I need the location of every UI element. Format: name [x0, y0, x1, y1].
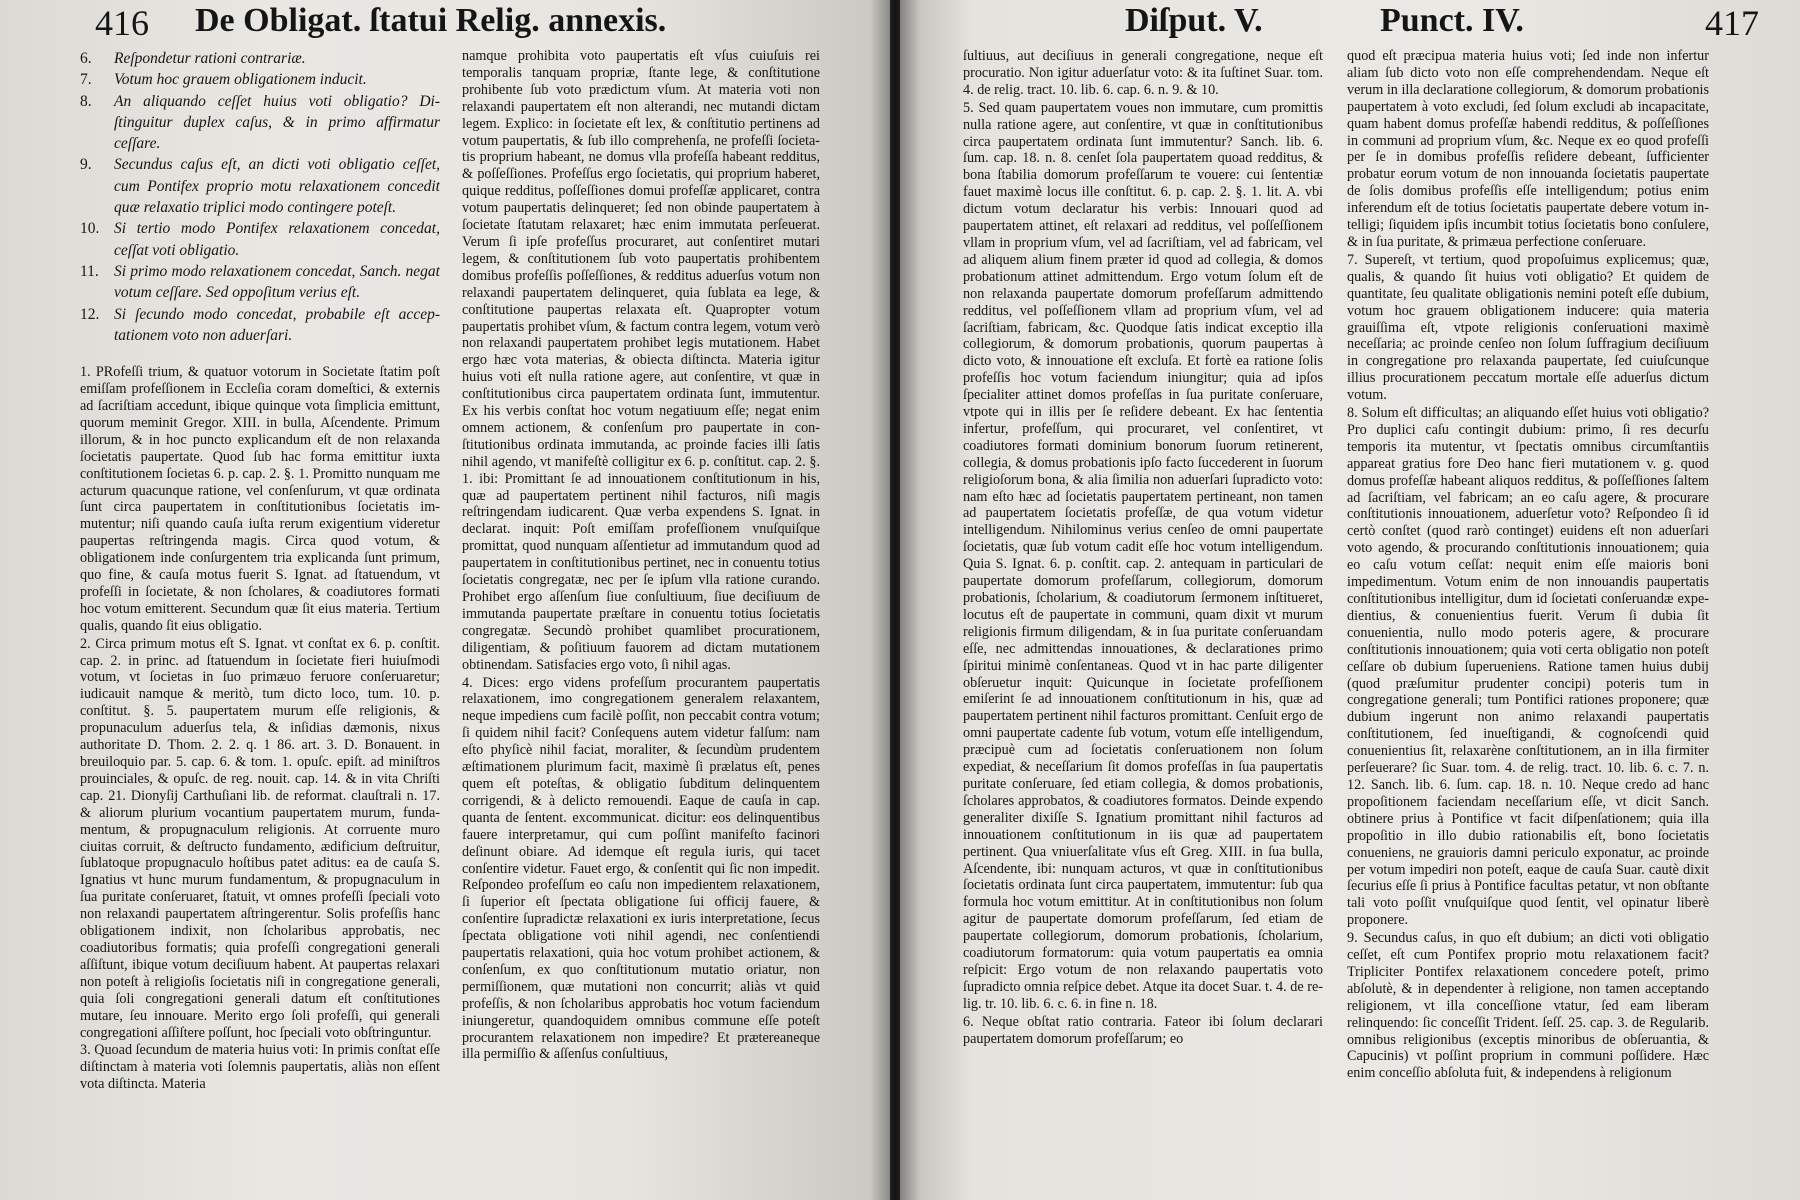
left-page: [0, 0, 890, 1200]
summary-item-text: Secundus caſus eſt, an dicti voti obligatio ceſſet, cum Pontifex proprio motu relaxationem concedit quæ relaxatio triplici modo contingere poteſt.: [114, 156, 440, 217]
summary-item-number: 9.: [80, 156, 92, 174]
summary-item: [80, 218, 440, 261]
right-column-2: [1347, 48, 1709, 1173]
summary-item: [80, 154, 440, 218]
body-paragraph: 4. Dices: ergo videns profeſſum procurantem paupertatis relaxationem, imo congregationem generalem relaxantem, neque impediens cum facilè poſſit, non peccabit contra votum; ſi quidem nihil facit? Conſequens autem videtur falſum: nam eſto phyſicè nihil faciat, moraliter, & ſecundùm prudentem æſtimationem plurimum facit, maximè ſi prælatus eſt, penes quem eſt poteſtas, & obligatio ſubditum delinquentem corrigendi, & à delicto remouendi. Eaque de cauſa in cap. quanta de ſentent. excommunicat. dicitur: eos delinquentibus fauere interpretamur, qui cum poſſint manifeſto facinori deſinunt obiare. Ad idemque eſt regula iuris, qui tacet conſentire videtur. Fauet ergo, & conſentit qui ſic non impedit. Reſpondeo profeſſum eo caſu non impedientem relaxationem, ſi ſuperior eſt ſpectata obligatione ſui officij fauere, & conſentire ſupradictæ relaxationi ex iuris interpretatione, ſecus ſpectata obligatione voti nihil agendi, nec conſentiendi paupertatis relaxationi, quia hoc votum prohibet actionem, & conſenſum, ex quo conſtitutionum mutatio oriatur, non permiſſionem, quæ mutationi non concurrit; aliàs vt quid profeſſis, & non ſcholaribus approbatis hoc votum faciendum iniungeretur, quandoquidem omnibus commune eſſe poteſt procurantem relaxationem non impedire? Et prætereaneque illa permiſſio & aſſenſus conſultiuus,: [462, 674, 820, 1063]
page-number-left: 416: [95, 3, 149, 43]
summary-item-number: 12.: [80, 305, 100, 323]
summary-item-text: Reſpondetur rationi contrariæ.: [114, 50, 306, 67]
summary-item-text: Votum hoc grauem obligationem inducit.: [114, 71, 367, 89]
summary-item-number: 10.: [80, 220, 100, 238]
body-paragraph: quod eſt præcipua materia huius voti; ſed inde non infertur aliam ſub dicto voto non eſſe comprehendendam. Neque eſt verum in illa declaratione collegiorum, & domorum probationis paupertatem à voto excludi, ſed ſolum excludi ab incapacitate, quam habent domus profeſſæ habendi redditus, & poſſeſſiones in communi ad proprium vſum, &c. Neque ex eo quod profeſſi per ſe in domibus profeſſis reſidere debeant, ſufficienter probatur eorum votum de non innouanda ſocietatis paupertate de ſolis domibus profeſſis eſſe intelligendum; potius enim inferendum eſt de totius ſocietatis paupertate debere votum intelligi; ſiquidem ipſis incumbit totius ſocietatis bono conſulere, & in ſua puritate, & primæua perfectione conſeruare.: [1347, 48, 1709, 250]
summary-list: [80, 48, 440, 346]
running-head-right-punct: Punct. IV.: [1380, 2, 1524, 39]
body-paragraph: 9. Secundus caſus, in quo eſt dubium; an dicti voti obligatio ceſſet, eſt cum Pontifex proprio motu relaxationem facit? Tripliciter Pontifex relaxationem concedere poteſt, primo abſolutè, & in dependenter à religione, non tamen acceptando religionem, vt illa conceſſione vtatur, ſed eam liberam relinquendo: ſic conceſſit Trident. ſeſſ. 25. cap. 3. de Regularib. omnibus religionibus (exceptis minoribus de obſeruantia, & Capucinis) vt poſſint proprium in communi poſſidere. Hæc enim conceſſio abſoluta fuit, & independens à religionum: [1347, 930, 1709, 1082]
right-col1-body: [963, 48, 1323, 1047]
body-paragraph: 6. Neque obſtat ratio contraria. Fateor ibi ſolum declarari paupertatem domorum profeſſarum; eo: [963, 1013, 1323, 1047]
summary-item-text: Si tertio modo Pontifex relaxationem concedat, ceſſat voti obligatio.: [114, 220, 440, 259]
summary-item-number: 7.: [80, 71, 92, 89]
summary-item: [80, 91, 440, 155]
page-number-right: 417: [1705, 3, 1759, 43]
body-paragraph: 1. PRofeſſi trium, & quatuor votorum in Societate ſtatim poſt emiſſam profeſſionem in Eccleſia coram domeſtici, & externis ad ſacriſtiam accedunt, ibique quinque vota ſimplicia emittunt, quorum meminit Gregor. XIII. in bulla, Aſcendente. Primum illorum, & in hoc puncto explicandum eſt de non relaxanda ſocietatis paupertate. Quod ſub hac forma emittitur iuxta conſtitutionem ſocietas 6. p. cap. 2. §. 1. Promitto nunquam me acturum quacunque ratione, vel conſenſurum, vt quæ ordinata ſunt circa paupertatem in conſtitutionibus ſocietatis immutentur; niſi quando cauſa iuſta rerum exigentium videretur paupertas reſtringenda magis. Circa quod votum, & obligationem inde conſurgentem tria explicanda ſunt primum, quo fine, & cauſa motus fuerit S. Ignat. ad ſtatuendum, vt profeſſi in ſocietate, & non ſcholares, & coadiutores formati hoc votum emitterent. Secundum quæ ſit eius materia. Tertium qualis, quando ſit eius obligatio.: [80, 364, 440, 634]
right-column-1: [963, 48, 1323, 1163]
left-column-2: [462, 48, 820, 1193]
summary-item: [80, 69, 440, 90]
summary-item: [80, 304, 440, 347]
left-column-1: [80, 48, 440, 1188]
running-head-right-disput: Diſput. V.: [1125, 2, 1263, 39]
summary-item: [80, 48, 440, 69]
body-paragraph: 7. Supereſt, vt tertium, quod propoſuimus explicemus; quæ, qualis, & quando ſit huius voti obligatio? Et quidem de quantitate, ſeu qualitate obligationis nemini poteſt eſſe dubium, votum hoc grauem obligationem inducere: quia materia grauiſſima eſt, vtpote religionis conſeruationi maximè neceſſaria; ac proinde cenſeo non ſolum ſuffragium deciſiuum in congregatione pro relaxanda paupertate, ſed cuiuſcunque illius procurationem peccatum mortale eſſe aduerſus dictum votum.: [1347, 251, 1709, 404]
left-col2-body: [462, 48, 820, 1063]
body-paragraph: ſultiuus, aut deciſiuus in generali congregatione, neque eſt procuratio. Non igitur aduerſatur voto: & ita ſuſtinet Suar. tom. 4. de relig. tract. 10. lib. 6. cap. 6. n. 9. & 10.: [963, 48, 1323, 98]
summary-item-number: 6.: [80, 50, 92, 67]
right-col2-body: [1347, 48, 1709, 1082]
book-gutter-shadow: [870, 0, 920, 1200]
body-paragraph: 2. Circa primum motus eſt S. Ignat. vt conſtat ex 6. p. conſtit. cap. 2. in princ. ad ſtatuendum in ſocietate fieri huiuſmodi votum, vt ſocietas in ſuo primæuo feruore conſeruaretur; iudicauit namque & meritò, tum dicto loco, tum. 10. p. conſtitut. §. 5. paupertatem murum eſſe religionis, & propunaculum aduerſus tela, & inſidias dæmonis, nixus authoritate D. Thom. 2. 2. q. 1 86. art. 3. D. Bonauent. in breuiloquio par. 5. cap. 6. & tom. 1. opuſc. epiſt. ad miniſtros prouinciales, & opuſc. de reg. nouit. cap. 14. & in vita Chriſti cap. 21. Dionyſij Carthuſiani lib. de reformat. clauſtrali n. 17. & aliorum plurium vocantium paupertatem murum, fundamentum, & propugnaculum religionis. At corruente muro ciuitas corruit, & deſtructo fundamento, ædificium deſtruitur, ſublatoque propugnaculo hoſtibus patet aditus: ea de cauſa S. Ignatius vt hunc murum fundamentum, & propugnaculum in ſua puritate conſeruaret, ſtatuit, vt omnes profeſſi ſpeciali voto non relaxandi paupertatem aſtringerentur. Solis profeſſis hanc obligationem indixit, non ſcholaribus approbatis, nec coadiutoribus formatis; quia profeſſi congregationi generali aſſiſtunt, ibique votum deciſiuum habent. At paupertas relaxari non poteſt à religioſis ſocietatis niſi in congregatione generali, quia ſoli congregationi generali datum eſt conſtitutiones mutare, ſeu innouare. Merito ergo ſoli profeſſi, qui generali congregationi aſſiſtere poſſunt, hoc ſpeciali voto obſtringuntur.: [80, 635, 440, 1041]
summary-item: [80, 261, 440, 304]
body-paragraph: 8. Solum eſt difficultas; an aliquando eſſet huius voti obligatio? Pro duplici caſu contingit dubium: primo, ſi res decurſu temporis ita mutentur, vt ſpectatis omnibus circumſtantiis appareat gratius fore Deo hanc fieri mutationem v. g. quod domus profeſſæ habeant aliquos redditus, & poſſeſſiones ſaltem ad ſacriſtiam, vel fabricam; an eo caſu agere, & procurare conſtitutionis innouationem, aduerſetur voto? Reſpondeo ſi id certò conſtet (quod rarò continget) euidens eſt non aduerſari voto agendo, & procurando conſtitutionis innouationem; quia eo caſu votum ceſſat: nequit enim eſſe maioris boni impedimentum. Votum enim de non innouandis paupertatis conſtitutionibus intelligitur, dum id ſocietati conſeruandæ expedientius, & conuenientius fuerit. Verum ſi dubia ſit conuenientia, nullo modo poteris agere, & procurare conſtitutionis innouationem; quia voti certa obligatio non poteſt ceſſare ob dubium ſuperueniens. Ratione tamen huius dubij (quod præſumitur prudenter concipi) poteris tum in congregatione generali; tum Pontifici rationes proponere; quæ dubium ingerunt non animo relaxandi paupertatis conſtitutionem, ſed inueſtigandi, & cognoſcendi quid conuenientius ſit, relaxarène conſtitutionem, an in illa firmiter perſeuerare? ſic Suar. tom. 4. de relig. tract. 10. lib. 6. c. 7. n. 12. Sanch. lib. 6. ſum. cap. 18. n. 10. Neque credo ad hanc propoſitionem faciendam neceſſarium eſſe, vt dicit Sanch. obtinere prius à Pontifice vt facit diſpenſationem; quia illa propoſitio in illo dubio rationabilis eſt, bono ſocietatis conueniens, ne grauioris damni periculo exponatur, ac proinde per votum impediri non poteſt, eaque de cauſa Suar. cautè dixit ſecurius eſſe ſi prius à Pontifice facultas petatur, vt non obſtante tali voto poſſit vnuſquiſque quod ſentit, vel opinatur liberè proponere.: [1347, 405, 1709, 929]
running-head-left: De Obligat. ſtatui Relig. annexis.: [195, 2, 667, 39]
summary-item-text: An aliquando ceſſet huius voti obligatio? Diſtinguitur duplex caſus, & in primo affirmatur ceſſare.: [114, 92, 440, 153]
body-paragraph: 5. Sed quam paupertatem voues non immutare, cum promittis nulla ratione agere, aut conſentire, vt quæ in conſtitutionibus circa paupertatem ordinata ſunt immutentur? Sanch. lib. 6. ſum. cap. 18. n. 8. cenſet ſola paupertatem quoad redditus, & bona ſtabilia domorum profeſſarum te vouere: cui ſententiæ fauet maximè locus ille conſtitut. 6. p. cap. 2. §. 1. lit. A. vbi dictum votum declaratur his verbis: Innouari quod ad paupertatem attinet, eſt relaxari ad redditus, vel poſſeſſionem vllam in proprium vſum, vel ad ſacriſtiam, vel ad fabricam, vel ad aliquem alium finem præter id quod ad collegia, & domos probationum attinet admittendum. Ergo votum ſolum eſt de non relaxanda paupertate domorum profeſſarum admittendo redditus, vel poſſeſſionem vllam ad proprium vſum, vel ad ſacriſtiam, fabricam, &c. Quodque ſatis indicat exceptio illa collegiorum, & domorum probationis, quorum paupertas à dicto voto, & innouatione eſt excluſa. Et fortè ea ratione ſolis profeſſis hoc votum faciendum iniungitur; quia ad ipſos ſpecialiter attinet domos profeſſas in ſua puritate conſeruare, vtpote qui in illis per ſe reſidere debeant. Ex hac ſententia infertur, profeſſum, qui procuraret, vel conſentiret, vt coadiutores formati dominium bonorum ſuorum retinerent, collegia, & domus probationis ipſo facto ſuccederent in ſuorum religioſorum bona, & alia ſimilia non aduerſari ſupradicto voto: nam eſto hæc ad ſocietatis paupertatem pertineant, non tamen ad paupertatem ſocietatis profeſſæ, de qua votum videtur intelligendum. Nihilominus verius cenſeo de omni paupertate ſocietatis, quæ ſub votum cadit eſſe hoc votum intelligendum. Quia S. Ignat. 6. p. conſtit. cap. 2. antequam in particulari de paupertate domorum profeſſarum, collegiorum, domorum probationis, ſcholarium, & coadiutorum ſermonem inſtitueret, locutus eſt de paupertate in communi, quam dixit vt murum religionis firmum diligendam, & in ſua puritate conſeruandam eſſe, nec admittendas innouationes, & declarationes primo ſpiritui minimè conſentaneas. Quod vt in hac parte diligenter obſeruetur inquit: Quicunque in ſocietate profeſſionem emiſerint ſe ad innouationem conſtitutionum in his, quæ ad paupertatem pertinent nihil facturos promittant. Cenſuit ergo de omni paupertate cadente ſub votum, votum eſſe intelligendum, præcipuè cum ad ſocietatis conſeruationem non ſolum expediat, & neceſſarium ſit domos profeſſas in ſua paupertatis puritate conſeruare, ſed etiam collegia, & domos probationis, ſcholares approbatos, & coadiutores formatos. Deinde expendo generaliter dixiſſe S. Ignatium promittant nihil facturos ad innouationem conſtitutionum in iis quæ ad paupertatem pertinent. Qua vniuerſalitate vſus eſt Greg. XIII. in ſua bulla, Aſcendente, ibi: nunquam acturos, vt quæ in conſtitutionibus ſocietatis ordinata ſunt circa paupertatem, immutentur: ſub qua formula hoc votum emittitur. At in conſtitutionibus non ſolum agitur de paupertate domorum profeſſarum, ſed etiam de paupertate collegiorum, domorum probationis, ſcholarium, coadiutorum formatorum: quia votum paupertatis ea omnia reſpicit: Ergo votum de non relaxando paupertatis voto ſupradicto omnia reſpice debet. Atque ita docet Suar. t. 4. de relig. tr. 10. lib. 6. c. 6. in fine n. 18.: [963, 99, 1323, 1012]
left-col1-body: [80, 364, 440, 1093]
summary-item-number: 11.: [80, 262, 99, 280]
body-paragraph: 3. Quoad ſecundum de materia huius voti: In primis conſtat eſſe diſtinctam à materia voti ſolemnis paupertatis, aliàs non eſſent vota diſtincta. Materia: [80, 1042, 440, 1093]
right-page: [900, 0, 1800, 1200]
summary-item-number: 8.: [80, 92, 92, 110]
summary-item-text: Si ſecundo modo concedat, probabile eſt acceptationem voto non aduerſari.: [114, 305, 440, 344]
summary-item-text: Si primo modo relaxationem concedat, Sanch. negat votum ceſſare. Sed oppoſitum verius eſt.: [114, 262, 440, 302]
body-paragraph: namque prohibita voto paupertatis eſt vſus cuiuſuis rei temporalis tanquam propriæ, ſtante lege, & conſtitutione prohibente ſub voto prædictum vſum. At materia voti non relaxandi paupertatem eſt non alterandi, nec mutandi dictam legem. Explico: in ſocietate eſt lex, & conſtitutio pertinens ad votum paupertatis, & ſub illo comprehenſa, ne profeſſi ſocietatis proprium habeant, ne domus vlla profeſſa habeant redditus, & poſſeſſiones. Profeſſus ergo ſocietatis, qui proprium haberet, quique redditus, poſſeſſiones domui profeſſæ applicaret, contra votum paupertatis delinqueret; ſed non obinde paupertatem à ſocietate ſtatutam relaxaret; hæc enim immutata perſeuerat. Verum ſi ipſe profeſſus procuraret, aut conſentiret mutari legem, & conſtitutionem ſub voto paupertatis prohibentem domibus profeſſis poſſeſſiones, & redditus aduerſus votum non relaxandi paupertatem delinqueret, quia ſublata ea lege, & conſtitutione paupertas relaxata eſt. Quapropter votum paupertatis prohibet vſum, & factum contra legem, votum verò non relaxandi paupertatem prohibet legis mutationem. Habet ergo hæc vota materias, & obiecta diſtincta. Materia igitur huius voti eſt nulla ratione agere, aut conſentire, vt quæ in conſtitutionibus circa paupertatem ordinata ſunt, immutentur. Ex his verbis conſtat hoc votum negatiuum eſſe; negat enim omnem actionem, & conſenſum pro paupertate in conſtitutionibus ordinata immutanda, ac proinde facies illi ſatis nihil agendo, vt manifeſtè colligitur ex 6. p. conſtitut. cap. 2. §. 1. ibi: Promittant ſe ad innouationem conſtitutionum in his, quæ ad paupertatem pertinent nihil facturos, niſi magis reſtringendam iudicarent. Quæ verba expendens S. Ignat. in declarat. inquit: Poſt emiſſam profeſſionem vnuſquiſque promittat, quod nunquam aſſentietur ad immutandum quod ad paupertatem in conſtitutionibus pertinet, nec in conuentu totius ſocietatis congregatæ, nec per ſe ipſum vlla ratione curando. Prohibet ergo aſſenſum ſiue conſultiuum, ſiue deciſiuum de immutanda paupertate præſtare in conuentu totius ſocietatis congregatæ. Secundò prohibet quamlibet procurationem, diligentiam, & poſitiuum fauorem ad dictam mutationem obtinendam. Satisfacies ergo voto, ſi nihil agas.: [462, 48, 820, 673]
